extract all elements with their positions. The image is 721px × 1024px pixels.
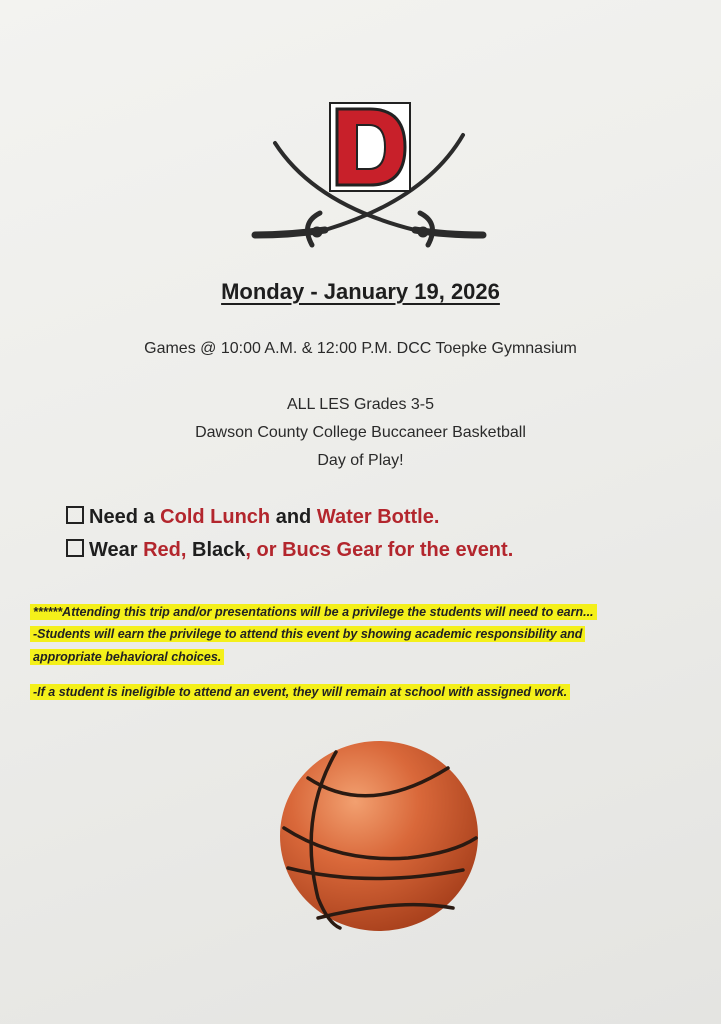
red-text: Red,	[143, 539, 187, 561]
checkbox-icon	[66, 539, 84, 557]
event-name-line: Dawson County College Buccaneer Basketball	[195, 424, 526, 441]
event-date: Monday - January 19, 2026	[221, 279, 500, 304]
checklist-text: Need a	[89, 506, 161, 528]
games-time-location: Games @ 10:00 A.M. & 12:00 P.M. DCC Toepke Gymnasium	[144, 340, 577, 357]
cold-lunch-text: Cold Lunch	[160, 506, 271, 528]
earn-privilege-note: -Students will earn the privilege to attend this event by showing academic responsibility and	[30, 626, 585, 642]
black-text: Black	[186, 539, 246, 561]
water-bottle-text: Water Bottle.	[316, 506, 440, 528]
basketball-icon	[278, 738, 480, 934]
checkbox-icon	[66, 506, 84, 524]
checklist-text: , or	[245, 539, 283, 561]
grades-line: ALL LES Grades 3-5	[286, 396, 435, 413]
logo-letter-d	[330, 103, 410, 191]
checklist-text: Wear	[89, 539, 144, 561]
buccaneers-logo	[245, 95, 495, 265]
checklist-item-lunch	[66, 506, 439, 529]
bucs-gear-text: Bucs Gear for the event.	[282, 539, 514, 561]
ineligible-note: -If a student is ineligible to attend an event, they will remain at school with assigned work.	[30, 684, 570, 700]
privilege-note: ******Attending this trip and/or presentations will be a privilege the students will need to earn...	[30, 604, 597, 620]
behavior-note: appropriate behavioral choices.	[30, 649, 224, 665]
checklist-text: and	[270, 506, 317, 528]
day-of-play-line: Day of Play!	[317, 452, 404, 469]
checklist-item-gear	[66, 539, 513, 562]
